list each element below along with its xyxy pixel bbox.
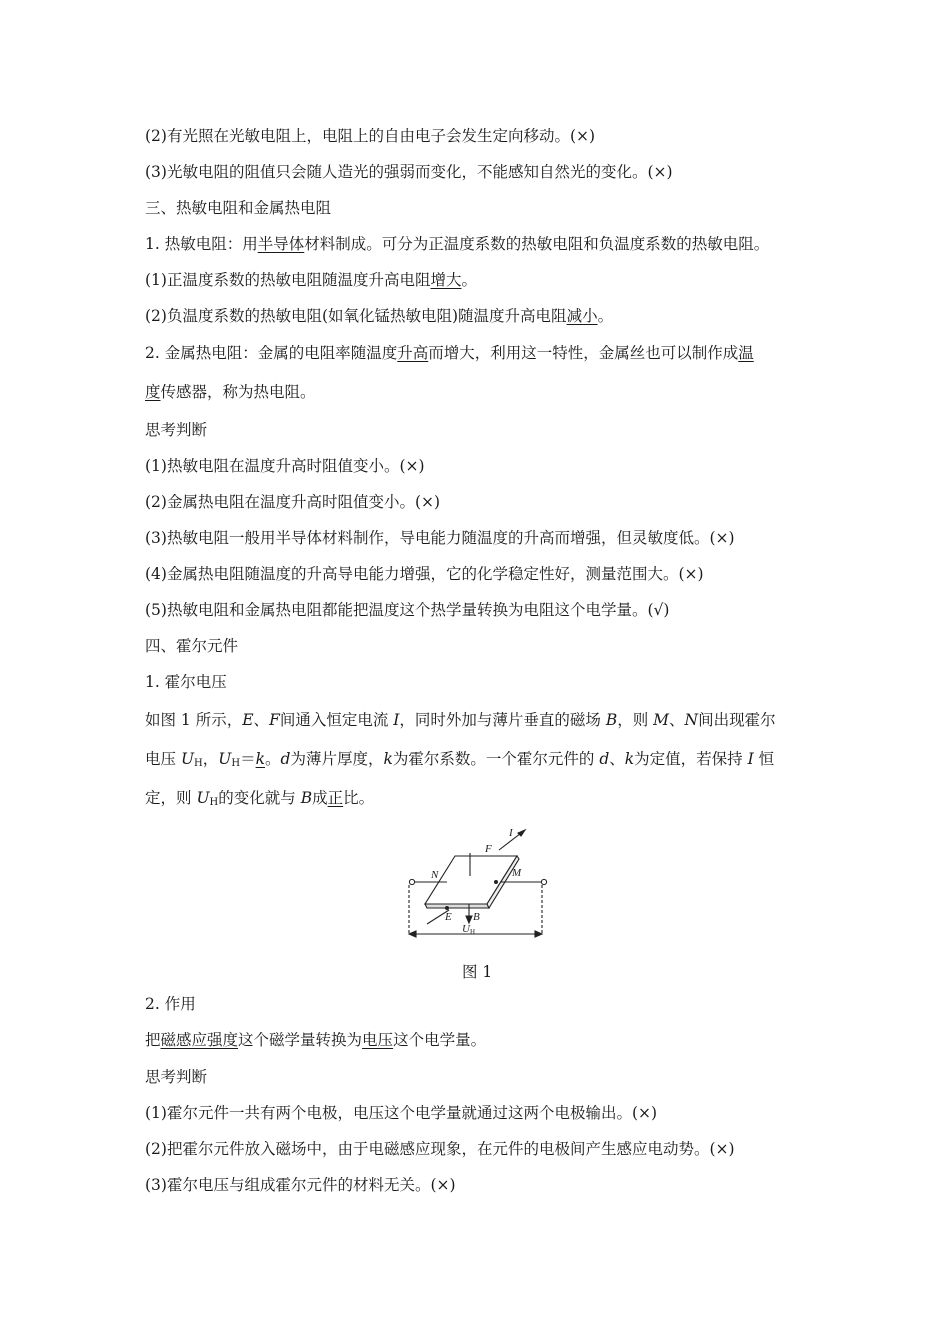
thermistor-definition: 1. 热敏电阻：用半导体材料制成。可分为正温度系数的热敏电阻和负温度系数的热敏电阻。 xyxy=(145,235,770,253)
ntc-thermistor-item: (2)负温度系数的热敏电阻(如氧化锰热敏电阻)随温度升高电阻减小。 xyxy=(145,307,614,325)
metal-resistor-definition: 2. 金属热电阻：金属的电阻率随温度升高而增大，利用这一特性，金属丝也可以制作成温 xyxy=(145,344,754,362)
hall-element-diagram xyxy=(405,824,550,942)
subheading-function: 2. 作用 xyxy=(145,995,196,1013)
judgment-item-3: (3)光敏电阻的阻值只会随人造光的强弱而变化，不能感知自然光的变化。(×) xyxy=(145,163,673,181)
judgment-item: (1)热敏电阻在温度升高时阻值变小。(×) xyxy=(145,457,425,475)
think-judge-heading: 思考判断 xyxy=(145,421,208,439)
label-b: B xyxy=(473,911,480,923)
hall-voltage-text-line1: 如图 1 所示，E、F间通入恒定电流 I，同时外加与薄片垂直的磁场 B，则 M、N间出现霍尔 xyxy=(145,711,776,729)
judgment-item-2: (2)有光照在光敏电阻上，电阻上的自由电子会发生定向移动。(×) xyxy=(145,127,596,145)
judgment-item: (3)霍尔电压与组成霍尔元件的材料无关。(×) xyxy=(145,1176,456,1194)
label-n: N xyxy=(431,869,439,881)
function-text: 把磁感应强度这个磁学量转换为电压这个电学量。 xyxy=(145,1031,487,1049)
hall-voltage-text-line2: 电压 $U_H$，$U_H=k$。d为薄片厚度，k为霍尔系数。一个霍尔元件的 d、k为定值，若保持 I 恒 xyxy=(145,750,775,769)
judgment-item: (5)热敏电阻和金属热电阻都能把温度这个热学量转换为电阻这个电学量。(√) xyxy=(145,601,670,619)
judgment-item: (1)霍尔元件一共有两个电极，电压这个电学量就通过这两个电极输出。(×) xyxy=(145,1104,658,1122)
judgment-item: (3)热敏电阻一般用半导体材料制作，导电能力随温度的升高而增强，但灵敏度低。(×) xyxy=(145,529,735,547)
subheading-hall-voltage: 1. 霍尔电压 xyxy=(145,673,227,691)
label-e: E xyxy=(445,911,452,923)
judgment-item: (2)金属热电阻在温度升高时阻值变小。(×) xyxy=(145,493,441,511)
field-b-arrow xyxy=(466,916,472,923)
section-heading-thermistor: 三、热敏电阻和金属热电阻 xyxy=(145,199,332,217)
section-heading-hall: 四、霍尔元件 xyxy=(145,637,239,655)
ptc-thermistor-item: (1)正温度系数的热敏电阻随温度升高电阻增大。 xyxy=(145,271,477,289)
label-u: U xyxy=(462,923,470,935)
metal-resistor-definition-cont: 度传感器，称为热电阻。 xyxy=(145,383,316,401)
think-judge-heading: 思考判断 xyxy=(145,1068,208,1086)
label-i: I xyxy=(509,827,513,839)
hall-voltage-text-line3: 定，则 $U_H$的变化就与 B成正比。 xyxy=(145,789,375,808)
label-m: M xyxy=(512,867,522,879)
label-h: H xyxy=(470,928,476,936)
judgment-item: (4)金属热电阻随温度的升高导电能力增强，它的化学稳定性好，测量范围大。(×) xyxy=(145,565,704,583)
figure-caption: 图 1 xyxy=(462,963,493,981)
label-f: F xyxy=(485,843,492,855)
judgment-item: (2)把霍尔元件放入磁场中，由于电磁感应现象，在元件的电极间产生感应电动势。(×) xyxy=(145,1140,735,1158)
